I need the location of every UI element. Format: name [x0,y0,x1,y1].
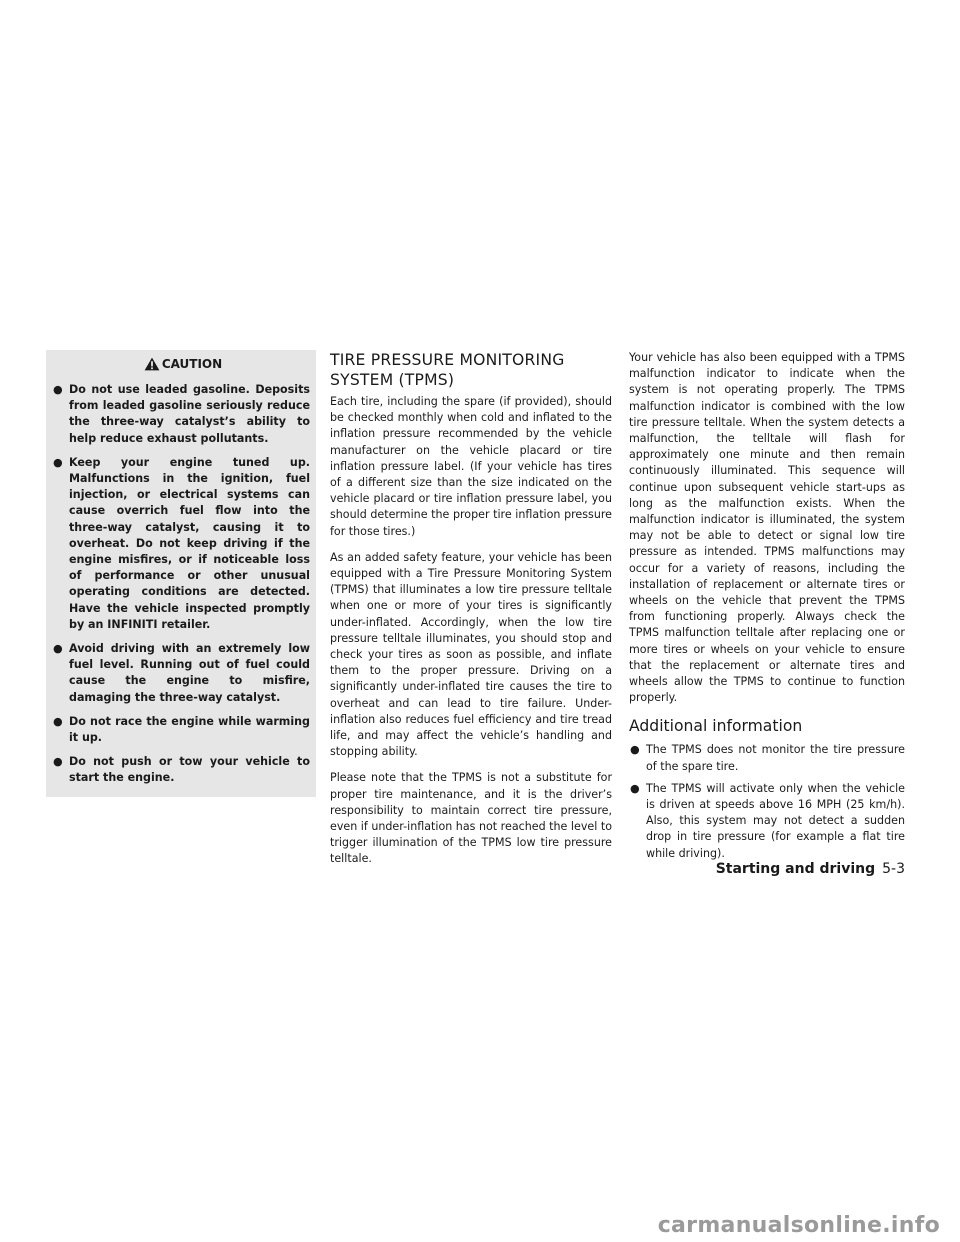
bullet-icon: ● [53,714,63,728]
caution-heading [56,354,310,374]
warning-triangle-icon [144,357,160,371]
body-paragraph: Please note that the TPMS is not a substitute for proper tire maintenance, and it is the driver’s responsibility to maintain correct tire pressure, even if under-inflation has not reached the level to trigger illumination of the TPMS low tire pressure telltale. [330,771,612,866]
caution-item-text: Keep your engine tuned up. Malfunctions in the ignition, fuel injection, or electrical systems can cause overrich fuel flow into the three-way catalyst, causing it to overheat. Do not keep driving if the engine misfires, or if noticeable loss of performance or other unusual operating conditions are detected. Have the vehicle inspected promptly by an INFINITI retailer. [69,455,310,631]
caution-item [52,714,310,746]
subsection-title: Additional information [629,717,803,736]
watermark: carmanualsonline.info [657,1213,940,1238]
page-number: 5-3 [882,861,905,877]
caution-item [52,641,310,706]
caution-item-text: Do not use leaded gasoline. Deposits from leaded gasoline seriously reduce the three-way catalyst’s ability to help reduce exhaust pollutants. [69,383,310,445]
caution-item-text: Do not push or tow your vehicle to start the engine. [69,755,310,785]
right-column [629,350,905,868]
caution-item [52,754,310,786]
section-title: TIRE PRESSURE MONITORING SYSTEM (TPMS) [330,351,565,389]
caution-item-text: Do not race the engine while warming it up. [69,714,310,745]
footer-section: Starting and driving [715,861,876,877]
bullet-icon: ● [53,383,63,396]
body-paragraph: Each tire, including the spare (if provided), should be checked monthly when cold and inflated to the inflation pressure recommended by the vehicle manufacturer on the vehicle placard or tire inflation pressure label. (If your vehicle has tires of a different size than the size indicated on the vehicle placard or tire inflation pressure label, you should determine the proper tire inflation pressure for those tires.) [330,395,612,538]
caution-item [52,382,310,447]
list-item-text: The TPMS does not monitor the tire pressure of the spare tire. [646,743,905,773]
bullet-icon: ● [630,743,640,757]
caution-box [46,350,316,797]
bullet-icon: ● [630,781,640,795]
list-item [629,781,905,862]
page-footer [663,860,905,878]
body-paragraph: Your vehicle has also been equipped with a TPMS malfunction indicator to indicate when the system is not operating properly. The TPMS malfunction indicator is combined with the low tire pressure telltale. When the system detects a malfunction, the telltale will flash for approximately one minute and then remain continuously illuminated. This sequence will continue upon subsequent vehicle start-ups as long as the malfunction exists. When the malfunction indicator is illuminated, the system may not be able to detect or signal low tire pressure as intended. TPMS malfunctions may occur for a variety of reasons, including the installation of replacement or alternate tires or wheels on the vehicle that prevent the TPMS from functioning properly. Always check the TPMS malfunction telltale after replacing one or more tires or wheels on your vehicle to ensure that the replacement or alternate tires and wheels allow the TPMS to continue to function properly. [629,351,905,705]
bullet-icon: ● [53,455,63,469]
caution-label: CAUTION [161,357,223,371]
left-column [46,350,316,797]
body-paragraph: As an added safety feature, your vehicle has been equipped with a Tire Pressure Monitoring System (TPMS) that illuminates a low tire pressure telltale when one or more of your tires is significantly under-inflated. Accordingly, when the low tire pressure telltale illuminates, you should stop and check your tires as soon as possible, and inflate them to the proper pressure. Driving on a significantly under-inflated tire causes the tire to overheat and can lead to tire failure. Under-inflation also reduces fuel efficiency and tire tread life, and may affect the vehicle’s handling and stopping ability. [330,550,612,759]
middle-column [330,350,612,878]
caution-item-text: Avoid driving with an extremely low fuel level. Running out of fuel could cause the engine to misfire, damaging the three-way catalyst. [69,642,310,704]
bullet-icon: ● [53,755,63,769]
list-item [629,742,905,774]
bullet-icon: ● [53,642,63,656]
list-item-text: The TPMS will activate only when the vehicle is driven at speeds above 16 MPH (25 km/h). Also, this system may not detect a sudden drop in tire pressure (for example a flat tire while driving). [646,781,905,860]
caution-item [52,455,310,633]
